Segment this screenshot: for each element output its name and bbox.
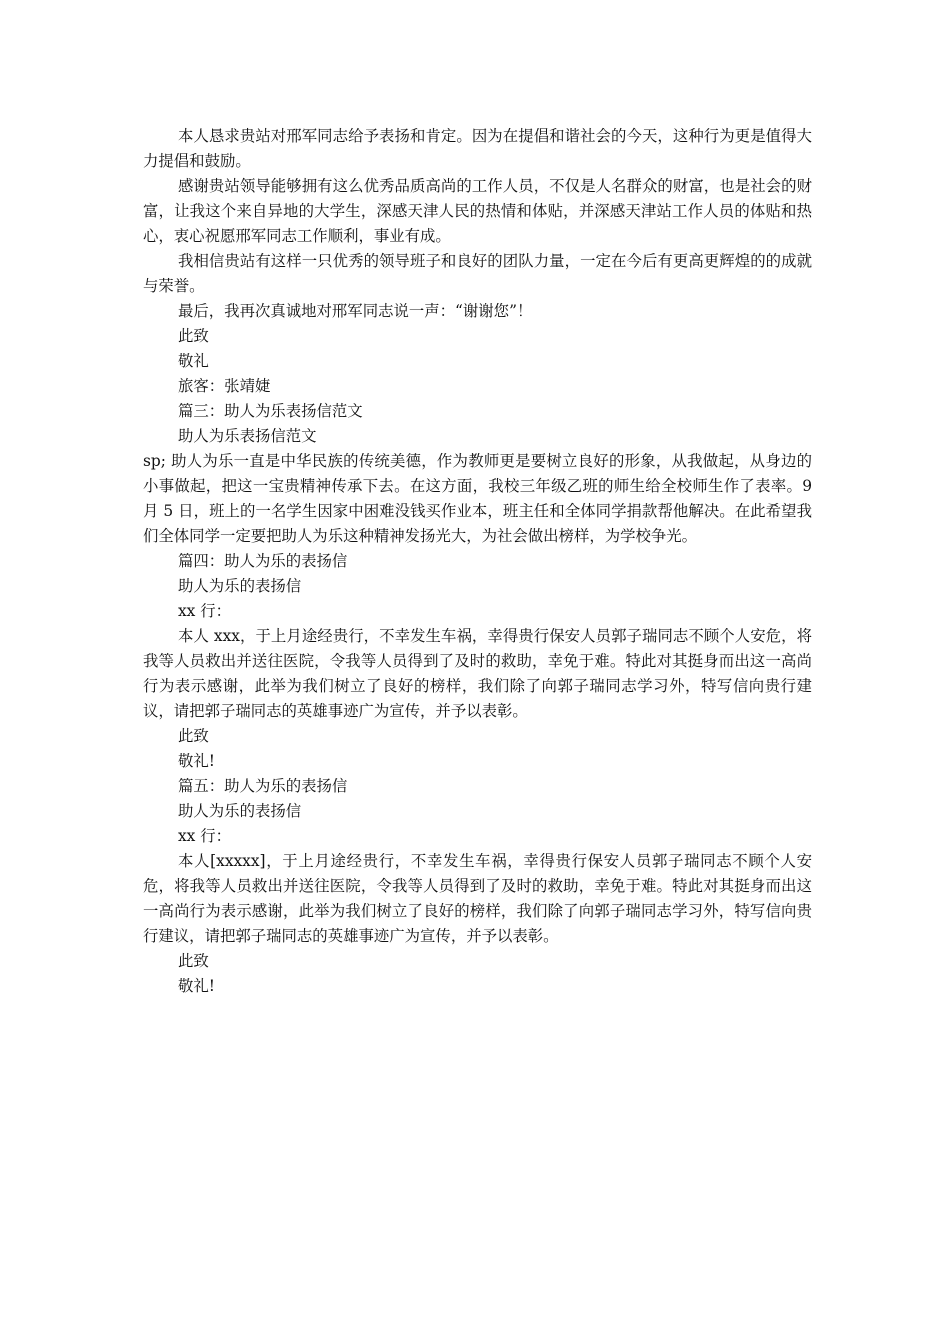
paragraph: 本人[xxxxx]，于上月途经贵行，不幸发生车祸，幸得贵行保安人员郭子瑞同志不顾个人安危，将我等人员救出并送往医院，令我等人员得到了及时的救助，幸免于难。特此对其挺身而出这一高尚行为表示感谢，此举为我们树立了良好的榜样，我们除了向郭子瑞同志学习外，特写信向贵行建议，请把郭子瑞同志的英雄事迹广为宣传，并予以表彰。 [143,852,812,945]
section-title: 助人为乐表扬信范文 [178,427,317,445]
section-title: 助人为乐的表扬信 [178,577,302,595]
salutation-line: 敬礼! [178,977,215,995]
section-heading: 篇五：助人为乐的表扬信 [178,777,348,795]
paragraph: 本人恳求贵站对邢军同志给予表扬和肯定。因为在提倡和谐社会的今天，这种行为更是值得大力提倡和鼓励。 [143,127,812,170]
salutation-line: 此致 [178,952,209,970]
paragraph: 最后，我再次真诚地对邢军同志说一声：“谢谢您”！ [178,302,533,320]
addressee-line: xx 行： [178,602,232,620]
salutation-line: 敬礼! [178,752,215,770]
section-heading: 篇三：助人为乐表扬信范文 [178,402,363,420]
signature-line: 旅客：张靖婕 [178,377,271,395]
paragraph: sp; 助人为乐一直是中华民族的传统美德，作为教师更是要树立良好的形象，从我做起，从身边的小事做起，把这一宝贵精神传承下去。在这方面，我校三年级乙班的师生给全校师生作了表率。9 月 5 日，班上的一名学生因家中困难没钱买作业本，班主任和全体同学捐款帮他解决。在此希望我们全体同学一定要把助人为乐这种精神发扬光大，为社会做出榜样，为学校争光。 [143,452,812,545]
addressee-line: xx 行： [178,827,232,845]
section-title: 助人为乐的表扬信 [178,802,302,820]
salutation-line: 敬礼 [178,352,209,370]
section-heading: 篇四：助人为乐的表扬信 [178,552,348,570]
paragraph: 感谢贵站领导能够拥有这么优秀品质高尚的工作人员，不仅是人名群众的财富，也是社会的财富，让我这个来自异地的大学生，深感天津人民的热情和体贴，并深感天津站工作人员的体贴和热心，衷心祝愿邢军同志工作顺利，事业有成。 [143,177,812,245]
salutation-line: 此致 [178,727,209,745]
paragraph: 本人 xxx，于上月途经贵行，不幸发生车祸，幸得贵行保安人员郭子瑞同志不顾个人安危，将我等人员救出并送往医院，令我等人员得到了及时的救助，幸免于难。特此对其挺身而出这一高尚行为表示感谢，此举为我们树立了良好的榜样，我们除了向郭子瑞同志学习外，特写信向贵行建议，请把郭子瑞同志的英雄事迹广为宣传，并予以表彰。 [143,627,812,720]
salutation-line: 此致 [178,327,209,345]
paragraph: 我相信贵站有这样一只优秀的领导班子和良好的团队力量，一定在今后有更高更辉煌的的成就与荣誉。 [143,252,812,295]
